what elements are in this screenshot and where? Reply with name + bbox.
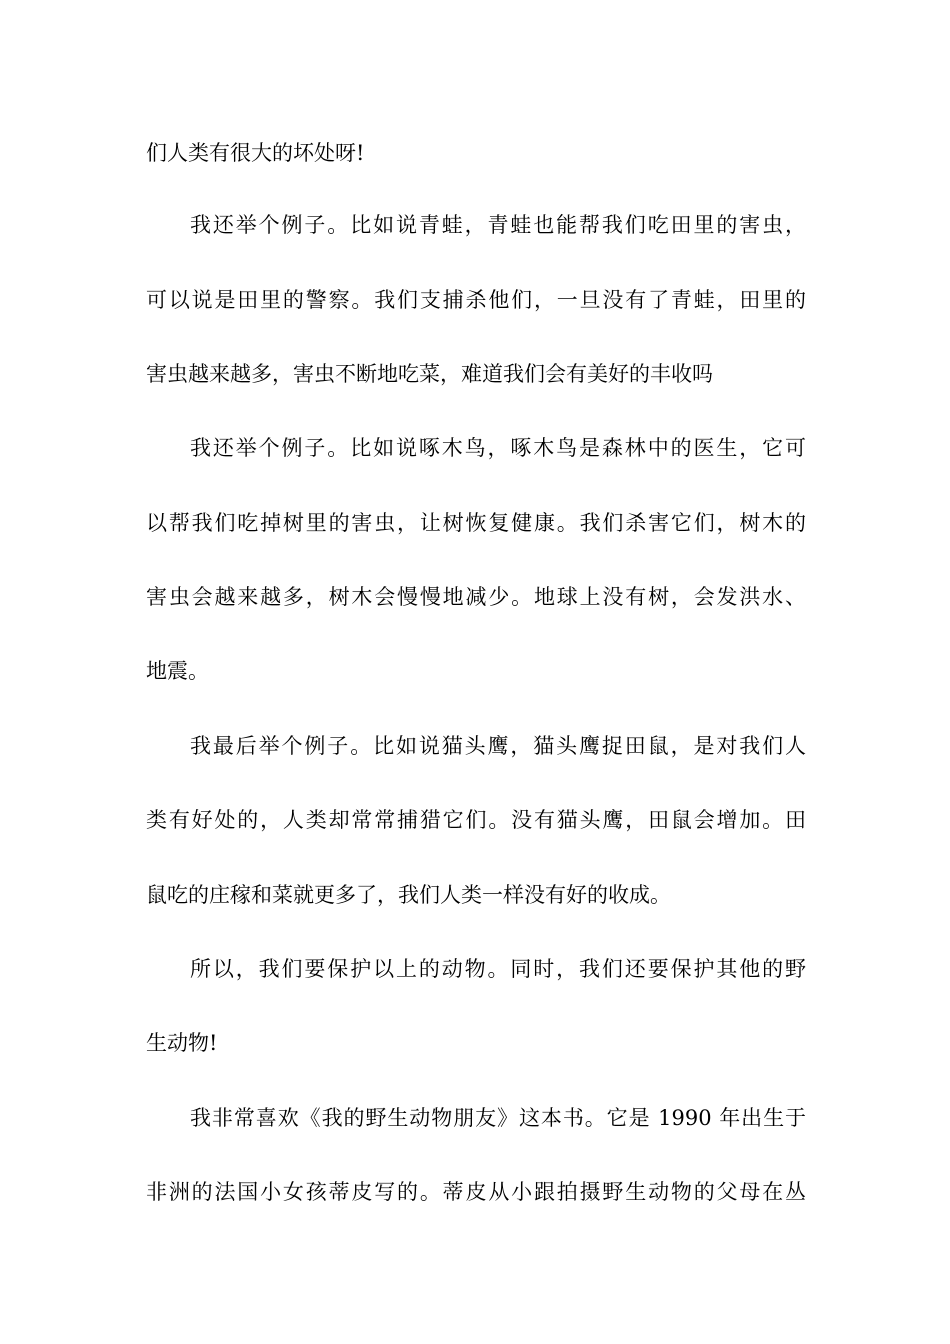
paragraph-first-line: 所以，我们要保护以上的动物。同时，我们还要保护其他的野 (190, 957, 806, 981)
text-line: 非洲的法国小女孩蒂皮写的。蒂皮从小跟拍摄野生动物的父母在丛 (146, 1180, 806, 1204)
text-line: 可以说是田里的警察。我们支捕杀他们，一旦没有了青蛙，田里的 (146, 288, 806, 312)
text-line: 以帮我们吃掉树里的害虫，让树恢复健康。我们杀害它们，树木的 (146, 511, 806, 535)
paragraph-first-line: 我非常喜欢《我的野生动物朋友》这本书。它是 1990 年出生于 (190, 1106, 806, 1130)
text-line: 害虫会越来越多，树木会慢慢地减少。地球上没有树，会发洪水、 (146, 585, 806, 609)
paragraph-first-line: 我还举个例子。比如说啄木鸟，啄木鸟是森林中的医生，它可 (190, 436, 806, 460)
paragraph-first-line: 我还举个例子。比如说青蛙，青蛙也能帮我们吃田里的害虫， (190, 213, 806, 237)
text-line: 地震。 (146, 659, 209, 683)
text-line: 生动物! (146, 1031, 218, 1055)
paragraph-first-line: 我最后举个例子。比如说猫头鹰，猫头鹰捉田鼠，是对我们人 (190, 734, 806, 758)
text-line: 类有好处的，人类却常常捕猎它们。没有猫头鹰，田鼠会增加。田 (146, 808, 806, 832)
text-line: 们人类有很大的坏处呀! (146, 141, 365, 165)
text-line: 鼠吃的庄稼和菜就更多了，我们人类一样没有好的收成。 (146, 883, 671, 907)
text-line: 害虫越来越多，害虫不断地吃菜，难道我们会有美好的丰收吗 (146, 362, 713, 386)
